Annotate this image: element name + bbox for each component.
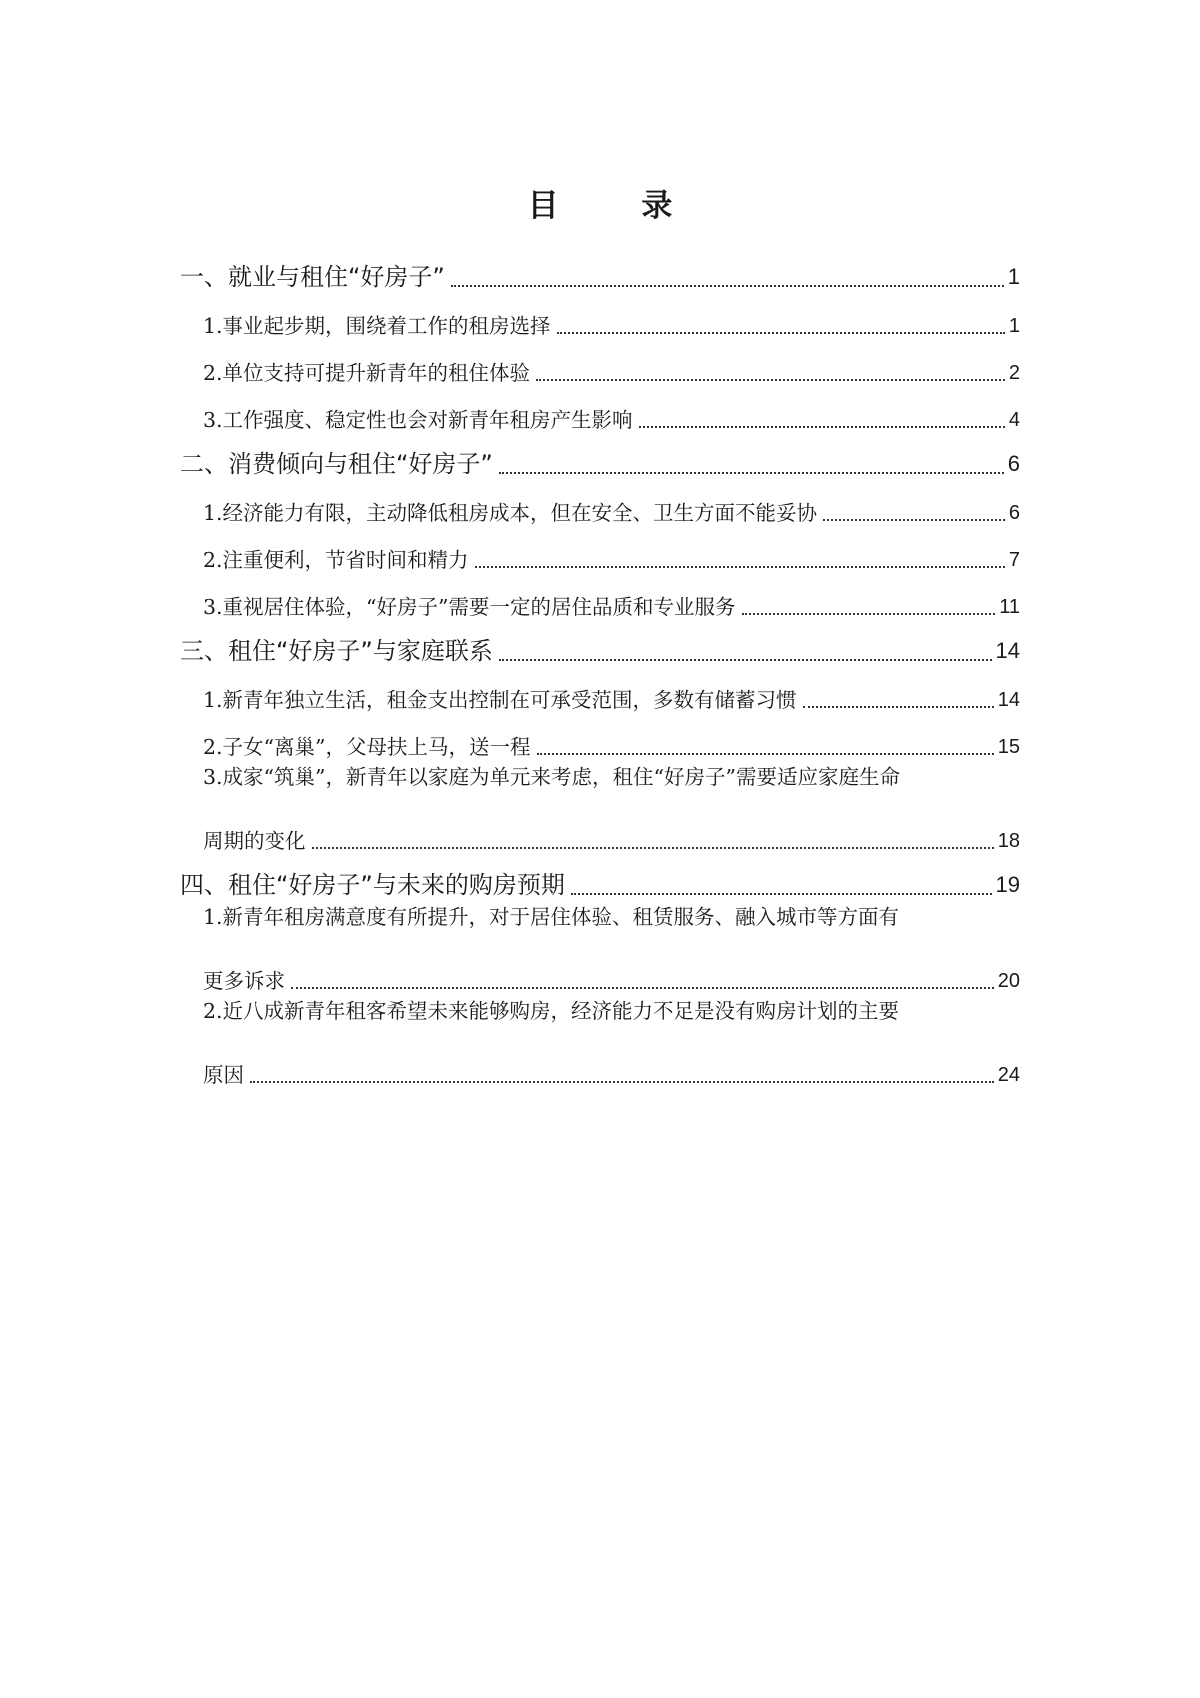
toc-page-number: 19 — [995, 872, 1020, 897]
dot-leader — [742, 613, 996, 615]
toc-section-3[interactable] — [180, 622, 1020, 668]
toc-subsection-2-1[interactable] — [180, 481, 1020, 528]
dot-leader — [475, 566, 1005, 568]
dot-leader — [250, 1081, 994, 1083]
toc-page-number: 1 — [1008, 315, 1020, 337]
toc-subsection-title: 2.子女“离巢”，父母扶上马，送一程 — [203, 735, 531, 759]
dot-leader — [639, 426, 1005, 428]
toc-section-4[interactable] — [180, 856, 1020, 902]
toc-page-number: 6 — [1008, 502, 1020, 524]
toc-subsection-1-1[interactable] — [180, 294, 1020, 341]
toc-subsection-continuation — [203, 809, 1020, 856]
toc-page-number: 7 — [1008, 549, 1020, 571]
toc-subsection-title: 3.重视居住体验，“好房子”需要一定的居住品质和专业服务 — [203, 595, 736, 619]
toc-page-number: 11 — [999, 596, 1020, 618]
dot-leader — [312, 847, 994, 849]
toc-page-number: 6 — [1007, 451, 1020, 476]
dot-leader — [536, 379, 1005, 381]
toc-subsection-1-3[interactable] — [180, 388, 1020, 435]
dot-leader — [803, 706, 994, 708]
toc-section-title: 二、消费倾向与租住“好房子” — [180, 450, 493, 478]
page-title: 目 录 — [527, 188, 709, 224]
toc-subsection-2-3[interactable] — [180, 575, 1020, 622]
toc-subsection-continuation — [203, 1043, 1020, 1090]
toc-subsection-title-line1: 3.成家“筑巢”，新青年以家庭为单元来考虑，租住“好房子”需要适应家庭生命 — [203, 765, 900, 789]
toc-subsection-continuation — [203, 949, 1020, 996]
toc-subsection-title-line2: 更多诉求 — [203, 969, 285, 993]
toc-subsection-title-line2: 周期的变化 — [203, 829, 306, 853]
toc-subsection-3-2[interactable] — [180, 715, 1020, 762]
toc-section-2[interactable] — [180, 435, 1020, 481]
dot-leader — [557, 332, 1005, 334]
toc-subsection-title: 1.事业起步期，围绕着工作的租房选择 — [203, 314, 551, 338]
toc-page-number: 18 — [997, 830, 1020, 852]
toc-subsection-title-line2: 原因 — [203, 1063, 244, 1087]
toc-subsection-title: 3.工作强度、稳定性也会对新青年租房产生影响 — [203, 408, 633, 432]
toc-subsection-title-line1: 2.近八成新青年租客希望未来能够购房，经济能力不足是没有购房计划的主要 — [203, 999, 900, 1023]
toc-page-number: 24 — [997, 1064, 1020, 1086]
dot-leader — [537, 753, 994, 755]
toc-page-number: 14 — [995, 638, 1020, 663]
dot-leader — [499, 472, 1004, 474]
toc-subsection-3-3[interactable] — [180, 762, 1020, 856]
dot-leader — [291, 987, 994, 989]
dot-leader — [571, 893, 992, 895]
toc-section-title: 四、租住“好房子”与未来的购房预期 — [180, 871, 565, 899]
toc-page-number: 2 — [1008, 362, 1020, 384]
toc-subsection-title-line1: 1.新青年租房满意度有所提升，对于居住体验、租赁服务、融入城市等方面有 — [203, 905, 900, 929]
toc-subsection-3-1[interactable] — [180, 668, 1020, 715]
table-of-contents — [180, 248, 1020, 1090]
toc-section-title: 一、就业与租住“好房子” — [180, 263, 445, 291]
toc-page-number: 15 — [997, 736, 1020, 758]
toc-subsection-title: 2.单位支持可提升新青年的租住体验 — [203, 361, 531, 385]
toc-page-number: 4 — [1008, 409, 1020, 431]
toc-section-1[interactable] — [180, 248, 1020, 294]
toc-subsection-2-2[interactable] — [180, 528, 1020, 575]
toc-page-number: 14 — [997, 689, 1020, 711]
dot-leader — [823, 519, 1005, 521]
toc-section-title: 三、租住“好房子”与家庭联系 — [180, 637, 493, 665]
toc-page-number: 20 — [997, 970, 1020, 992]
toc-subsection-4-2[interactable] — [180, 996, 1020, 1090]
toc-subsection-title: 2.注重便利，节省时间和精力 — [203, 548, 469, 572]
toc-subsection-title: 1.经济能力有限，主动降低租房成本，但在安全、卫生方面不能妥协 — [203, 501, 818, 525]
toc-page-number: 1 — [1007, 264, 1020, 289]
toc-subsection-4-1[interactable] — [180, 902, 1020, 996]
toc-subsection-title: 1.新青年独立生活，租金支出控制在可承受范围，多数有储蓄习惯 — [203, 688, 797, 712]
dot-leader — [451, 285, 1004, 287]
toc-subsection-1-2[interactable] — [180, 341, 1020, 388]
dot-leader — [499, 659, 992, 661]
